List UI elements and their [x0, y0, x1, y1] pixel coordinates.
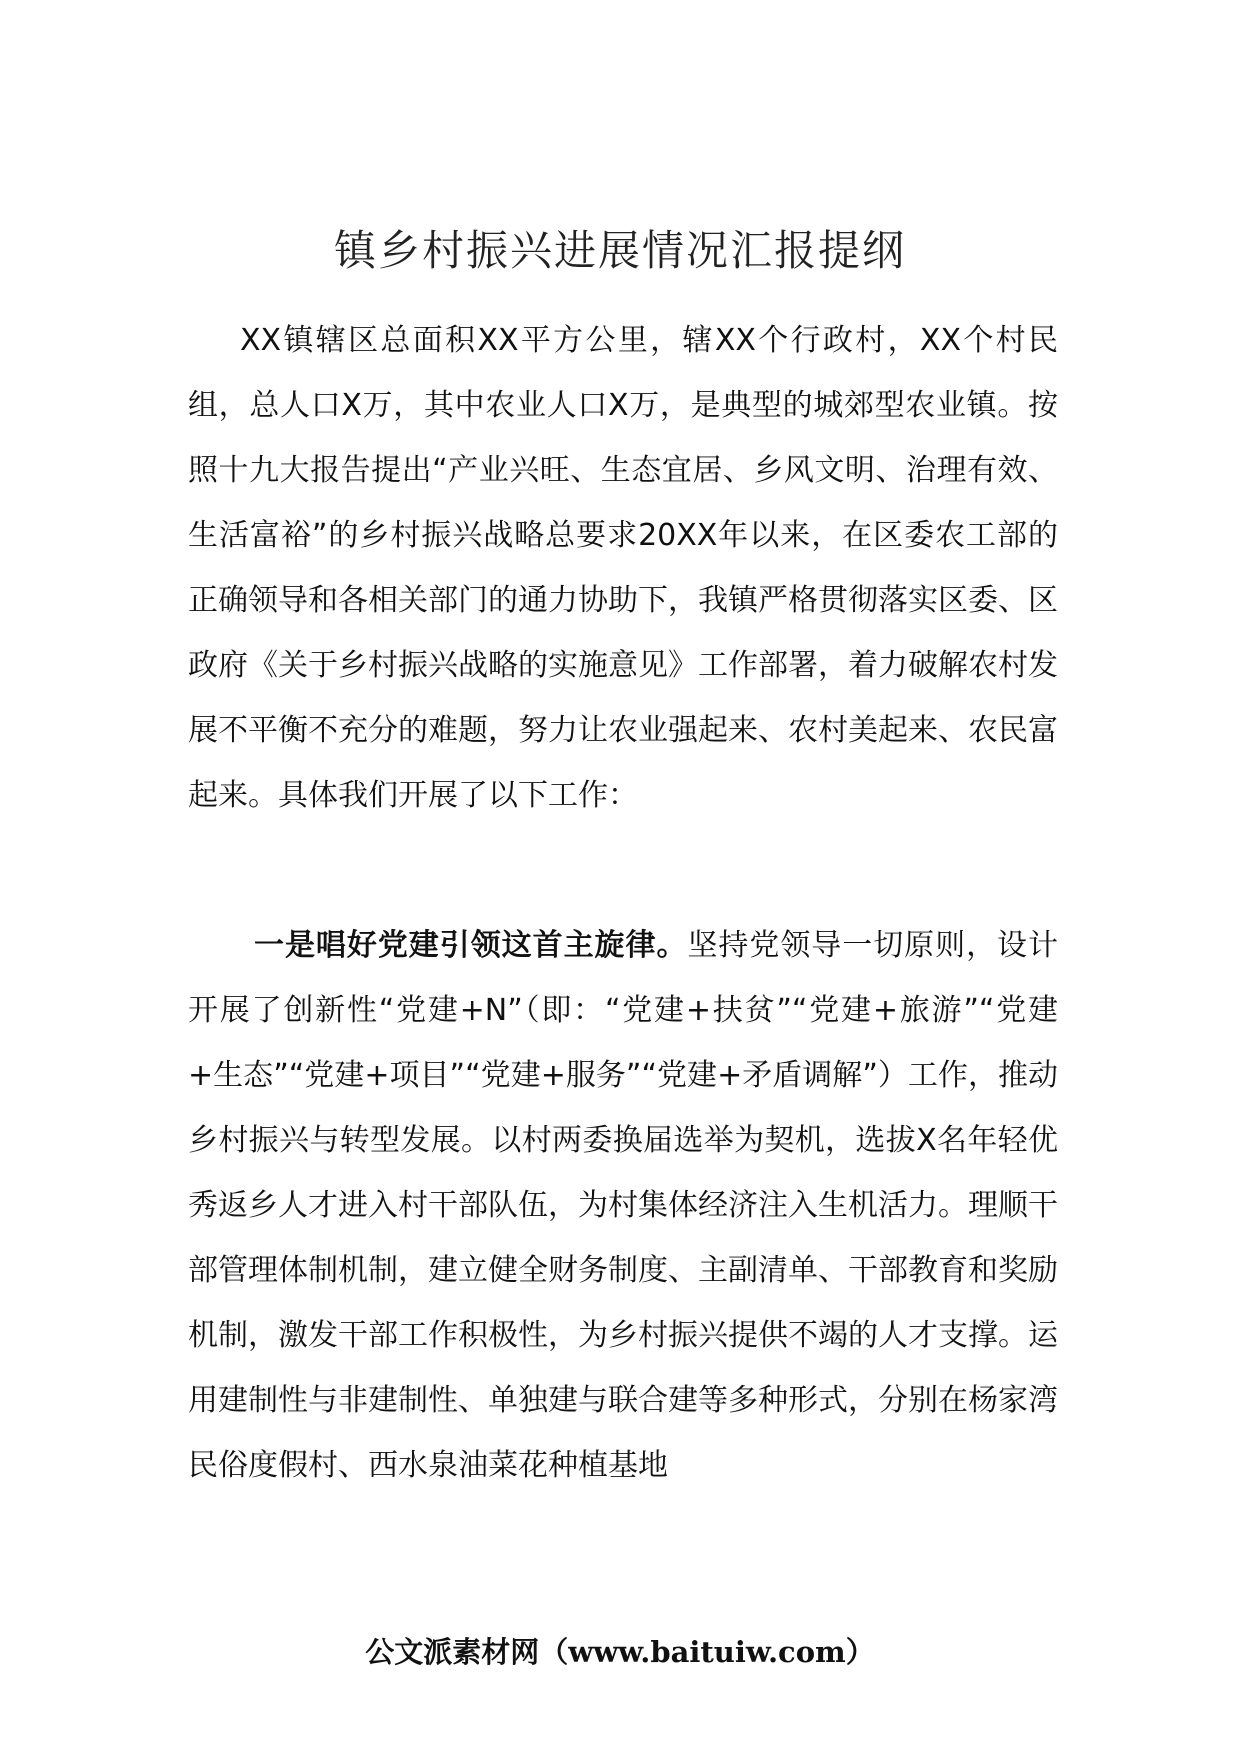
footer-watermark: 公文派素材网（www.baituiw.com）: [365, 1635, 875, 1669]
document-title: 镇乡村振兴进展情况汇报提纲: [333, 226, 906, 275]
section-one-text: 坚持党领导一切原则，设计开展了创新性“党建+N”（即：“党建+扶贫”“党建+旅游”“党建+生态”“党建+项目”“党建+服务”“党建+矛盾调解”）工作，推动乡村振兴与转型发展。以村两委换届选举为契机，选拔X名年轻优秀返乡人才进入村干部队伍，为村集体经济注入生机活力。理顺干部管理体制机制，建立健全财务制度、主副清单、干部教育和奖励机制，激发干部工作积极性，为乡村振兴提供不竭的人才支撑。运用建制性与非建制性、单独建与联合建等多种形式，分别在杨家湾民俗度假村、西水泉油菜花种植基地: [188, 928, 1059, 1483]
intro-paragraph: XX镇辖区总面积XX平方公里，辖XX个行政村，XX个村民组，总人口X万，其中农业人口X万，是典型的城郊型农业镇。按照十九大报告提出“产业兴旺、生态宜居、乡风文明、治理有效、生活富裕”的乡村振兴战略总要求20XX年以来，在区委农工部的正确领导和各相关部门的通力协助下，我镇严格贯彻落实区委、区政府《关于乡村振兴战略的实施意见》工作部署，着力破解农村发展不平衡不充分的难题，努力让农业强起来、农村美起来、农民富起来。具体我们开展了以下工作：: [188, 323, 1058, 813]
section-one-heading: 一是唱好党建引领这首主旋律。: [254, 928, 688, 963]
section-one-paragraph: [188, 913, 1058, 1498]
